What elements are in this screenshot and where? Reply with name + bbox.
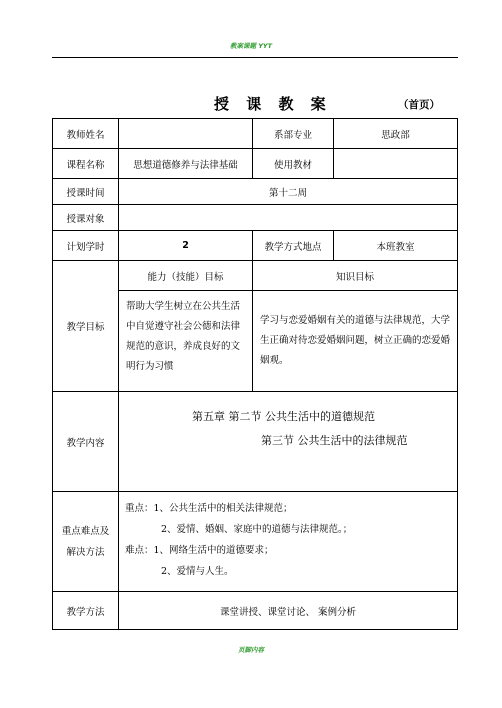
hours-label: 计划学时 [52,230,119,261]
document-title: 授 课 教 案 [214,95,332,113]
teacher-value [118,118,253,149]
key-line-2: 2、爱情、婚姻、家庭中的道德与法律规范。； [161,524,353,535]
audience-label: 授课对象 [52,204,119,231]
methods-value: 课堂讲授、课堂讨论、 案例分析 [118,591,458,630]
header-rule [52,57,458,58]
knowledge-text: 学习与恋爱婚姻有关的道德与法律规范，大学生正确对待恋爱婚姻问题，树立正确的恋爱婚姻观。 [252,290,458,392]
page-header: 教案课题 YYT [229,42,273,50]
page-footer: 页脚内容 [238,646,264,654]
method-place-label: 教学方式地点 [252,230,334,261]
keypoints-label [52,491,119,592]
key-line-1: 重点：1、公共生活中的相关法律规范； [125,503,293,514]
textbook-value [333,148,458,179]
title-note: （首页） [398,99,440,111]
time-value: 第十二周 [118,178,458,205]
content-box [118,391,458,492]
course-value: 思想道德修养与法律基础 [118,148,253,179]
keypoints-label-2: 解决方法 [66,546,105,558]
course-label: 课程名称 [52,148,119,179]
goals-label: 教学目标 [52,260,119,392]
content-label: 教学内容 [52,391,119,492]
audience-value [118,204,458,231]
ability-header: 能力（技能）目标 [118,260,253,291]
method-place-value: 本班教室 [333,230,458,261]
knowledge-header: 知识目标 [252,260,458,291]
methods-label: 教学方法 [52,591,119,630]
time-label: 授课时间 [52,178,119,205]
dept-label: 系部专业 [252,118,334,149]
keypoints-box [118,491,458,592]
keypoints-label-1: 重点难点及 [61,525,110,537]
teacher-label: 教师姓名 [52,118,119,149]
content-line-2: 第三节 公共生活中的法律规范 [261,434,408,447]
textbook-label: 使用教材 [252,148,334,179]
content-line-1: 第五章 第二节 公共生活中的道德规范 [192,410,375,423]
hours-value: 2 [118,230,253,261]
ability-text: 帮助大学生树立在公共生活中自觉遵守社会公德和法律规范的意识，养成良好的文明行为习惯 [118,290,253,392]
key-line-3: 难点：1、网络生活中的道德要求； [125,545,274,556]
key-line-4: 2、爱情与人生。 [161,566,234,577]
dept-value: 思政部 [333,118,458,149]
